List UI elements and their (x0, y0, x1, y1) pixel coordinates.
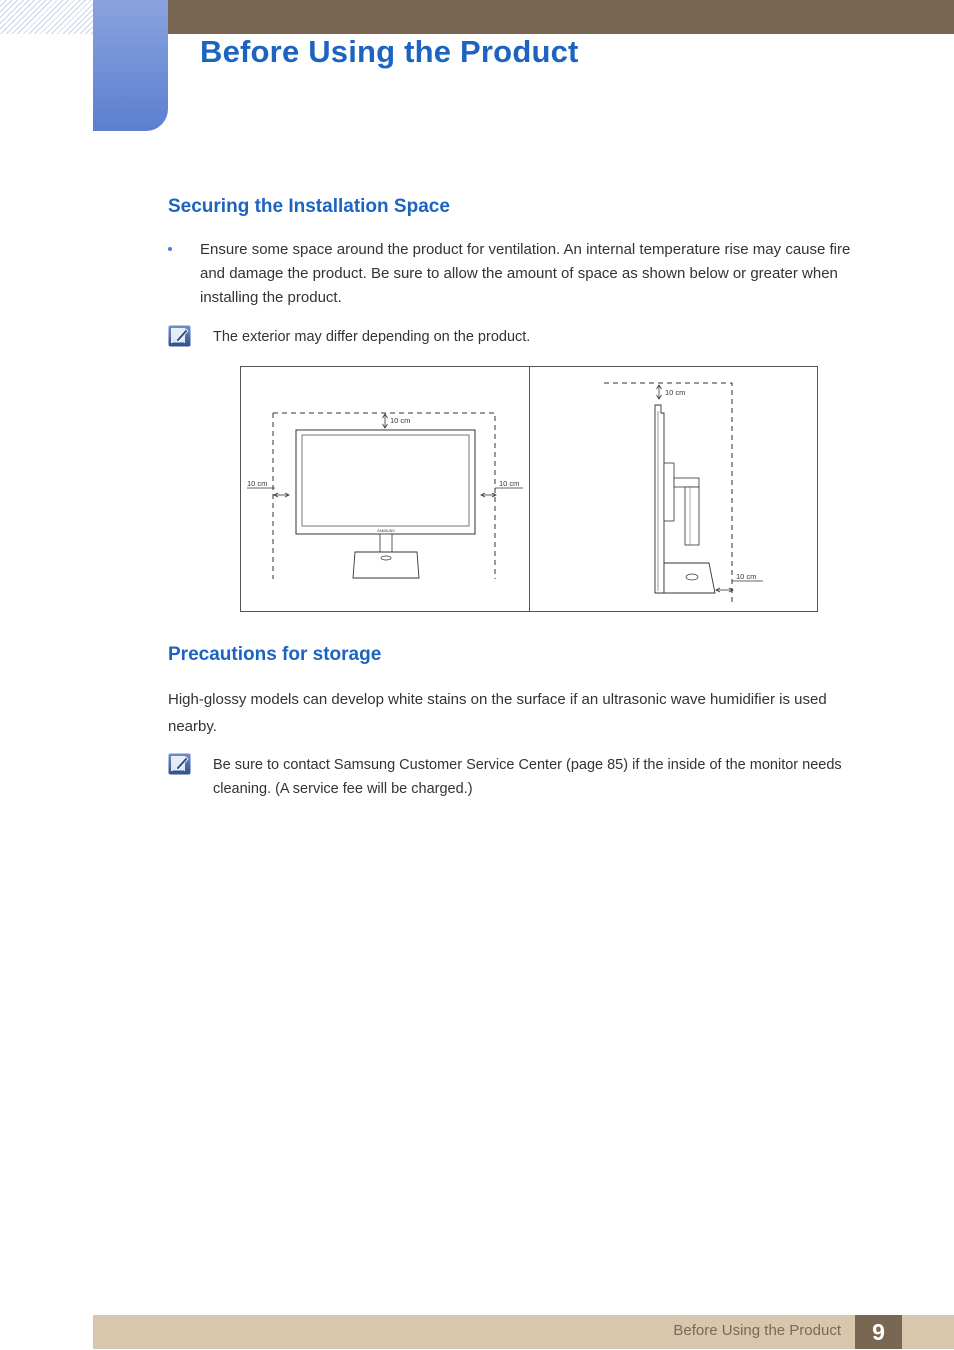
note-text: The exterior may differ depending on the product. (213, 329, 531, 345)
bullet-dot (168, 247, 172, 251)
chapter-tab (93, 0, 168, 131)
front-top-label: 10 cm (390, 416, 411, 425)
footer-chapter-label: Before Using the Product (673, 1322, 841, 1339)
header-hatch-decoration (0, 0, 93, 34)
installation-diagram (241, 367, 817, 611)
monitor-screen (302, 435, 469, 526)
side-view (604, 383, 763, 603)
note-text: Be sure to contact Samsung Customer Service Center (page 85) if the inside of the monitor needs cleaning. (A service fee will be charged.) (213, 757, 842, 797)
note-pencil-icon (168, 325, 191, 347)
side-top-label: 10 cm (665, 388, 686, 397)
monitor-back-housing (664, 463, 674, 521)
front-right-label: 10 cm (499, 479, 520, 488)
side-back-label: 10 cm (736, 572, 757, 581)
bullet-item-ventilation (168, 238, 878, 310)
page-number: 9 (855, 1315, 902, 1349)
stand-base-side (664, 563, 715, 593)
section-heading-installation: Securing the Installation Space (168, 196, 450, 217)
monitor-brand-logo: SAMSUNG (377, 529, 395, 533)
stand-column (685, 487, 699, 545)
bullet-text: Ensure some space around the product for ventilation. An internal temperature rise may cause fire and damage the product. Be sure to allow the amount of space as shown below or greater when installing the product. (200, 241, 851, 306)
stand-hinge (674, 478, 699, 487)
note-exterior (168, 325, 868, 349)
installation-space-figure (240, 366, 818, 612)
monitor-side-panel (655, 405, 664, 593)
chapter-title: Before Using the Product (200, 34, 579, 69)
footer-bar (93, 1315, 954, 1349)
storage-paragraph: High-glossy models can develop white stains on the surface if an ultrasonic wave humidifier is used nearby. (168, 691, 827, 735)
header-band (168, 0, 954, 34)
note-pencil-icon (168, 753, 191, 775)
note-service-center (168, 753, 868, 801)
front-view (247, 413, 523, 579)
front-left-label: 10 cm (247, 479, 268, 488)
section-heading-storage: Precautions for storage (168, 644, 382, 665)
